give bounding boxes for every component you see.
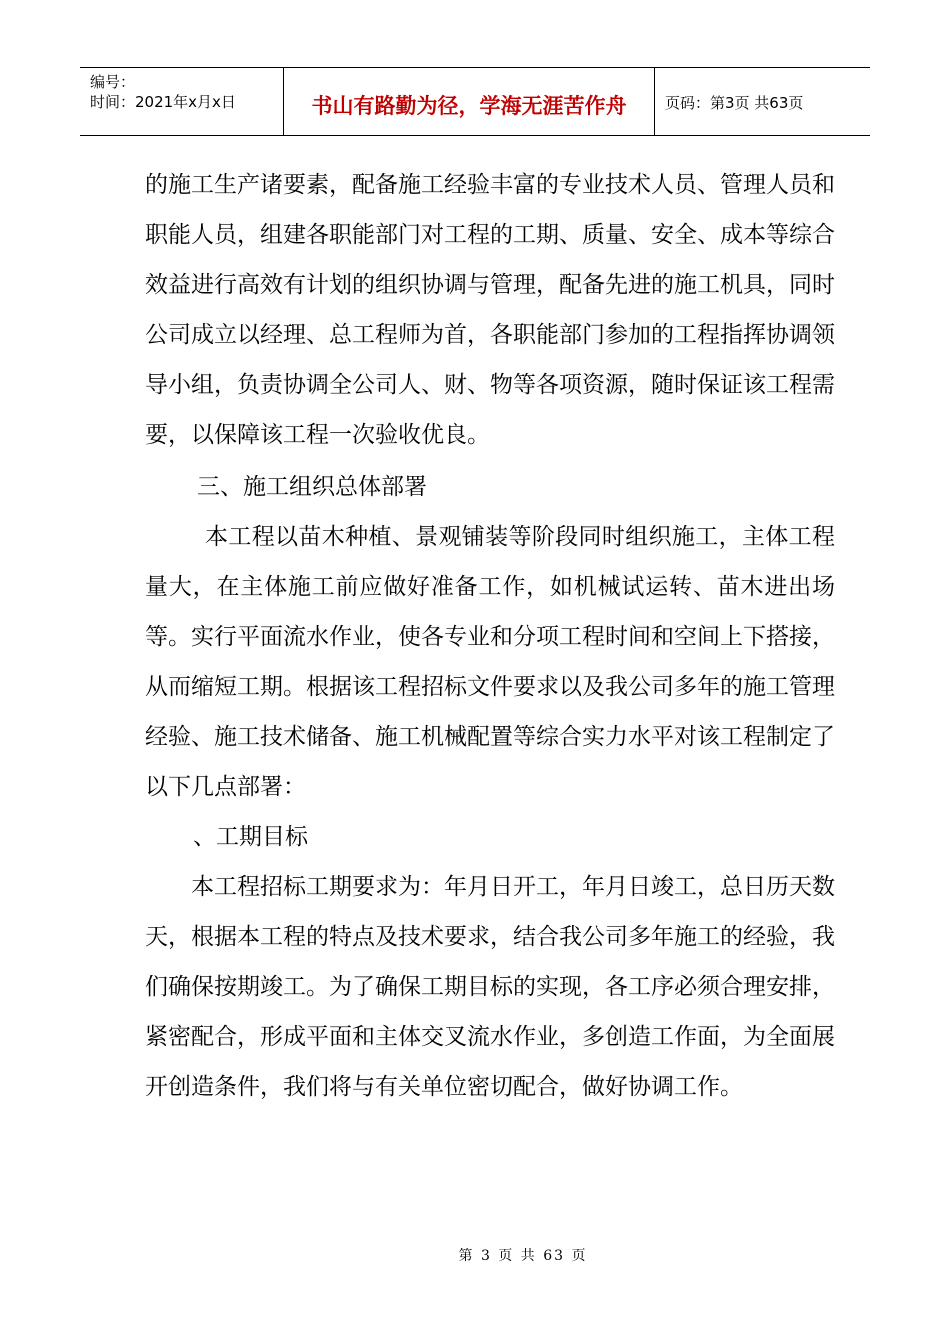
document-body (145, 160, 835, 1112)
page-footer: 第 3 页 共 63 页 (458, 1248, 588, 1264)
body-paragraph-2: 本工程以苗木种植、景观铺装等阶段同时组织施工，主体工程量大，在主体施工前应做好准备工作，如机械试运转、苗木进出场等。实行平面流水作业，使各专业和分项工程时间和空间上下搭接，从而缩短工期。根据该工程招标文件要求以及我公司多年的施工管理经验、施工技术储备、施工机械配置等综合实力水平对该工程制定了以下几点部署： (145, 524, 835, 800)
subsection-heading-schedule: 、工期目标 (193, 824, 308, 850)
body-paragraph-1: 的施工生产诸要素，配备施工经验丰富的专业技术人员、管理人员和职能人员，组建各职能部门对工程的工期、质量、安全、成本等综合效益进行高效有计划的组织协调与管理，配备先进的施工机具，同时公司成立以经理、总工程师为首，各职能部门参加的工程指挥协调领导小组，负责协调全公司人、财、物等各项资源，随时保证该工程需要，以保障该工程一次验收优良。 (145, 172, 835, 448)
page-header (80, 67, 870, 136)
document-number-label: 编号： (90, 73, 136, 91)
header-motto: 书山有路勤为径，学海无涯苦作舟 (283, 68, 655, 135)
header-meta (80, 68, 283, 135)
body-paragraph-3: 本工程招标工期要求为：年月日开工，年月日竣工，总日历天数天，根据本工程的特点及技术要求，结合我公司多年施工的经验，我们确保按期竣工。为了确保工期目标的实现，各工序必须合理安排，紧密配合，形成平面和主体交叉流水作业，多创造工作面，为全面展开创造条件，我们将与有关单位密切配合，做好协调工作。 (145, 874, 835, 1100)
section-heading-3: 三、施工组织总体部署 (197, 474, 427, 500)
header-page-info: 页码：第3页 共63页 (665, 94, 804, 112)
document-time-label: 时间：2021年x月x日 (90, 93, 236, 111)
